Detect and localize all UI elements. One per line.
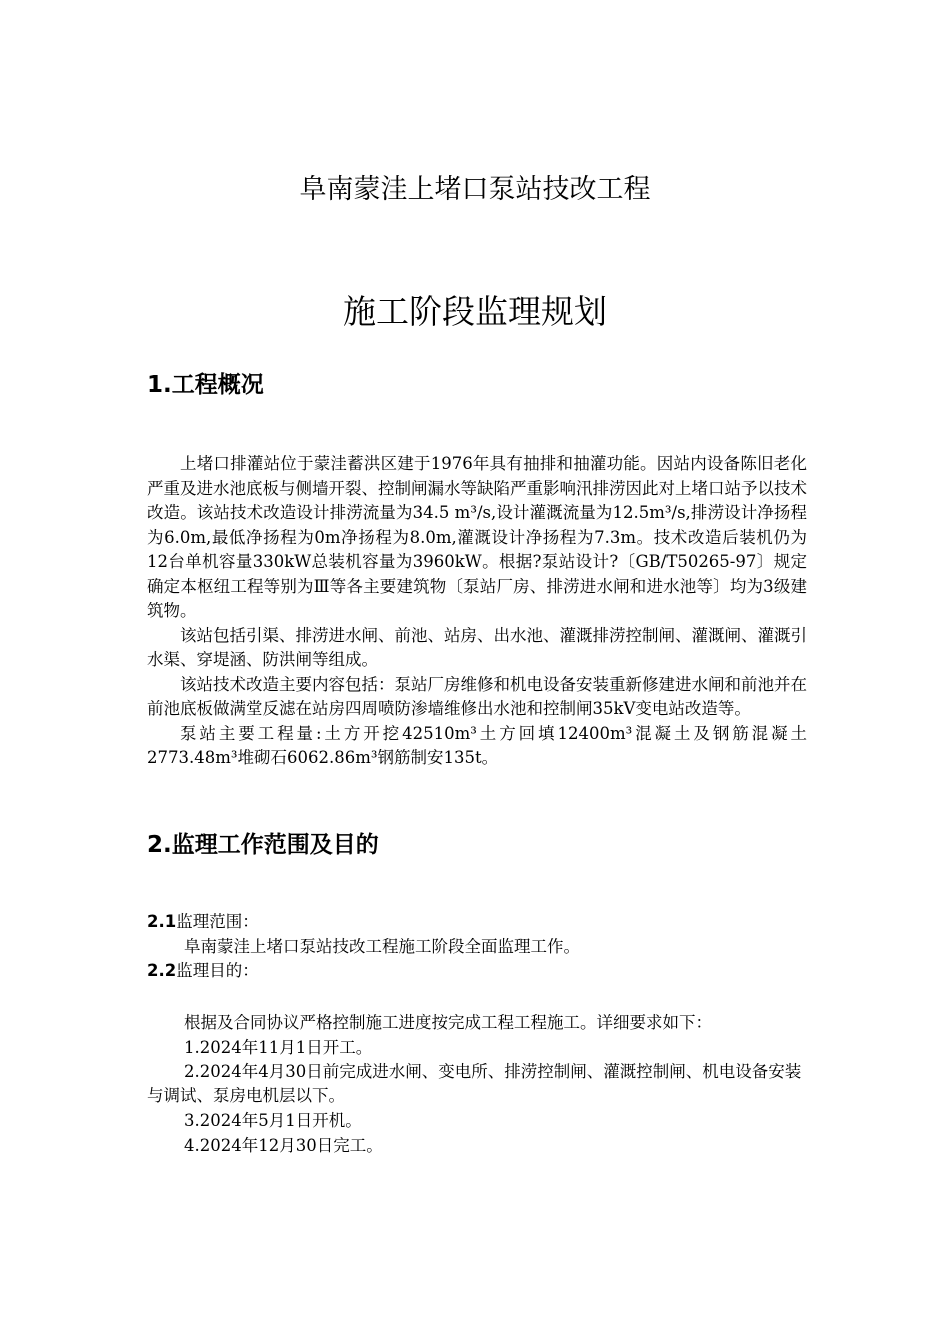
purpose-label: 监理目的： [176, 961, 259, 980]
purpose-text: 根据及合同协议严格控制施工进度按完成工程工程施工。详细要求如下： [184, 1013, 712, 1032]
purpose-item-3: 3.2024年5月1日开机。 [184, 1111, 362, 1130]
purpose-label-line [147, 959, 259, 983]
section-1-paragraph-2: 该站包括引渠、排涝进水闸、前池、站房、出水池、灌溉排涝控制闸、灌溉闸、灌溉引水渠、穿堤涵、防洪闸等组成。 [147, 625, 807, 669]
section-1-paragraph-1: 上堵口排灌站位于蒙洼蓄洪区建于1976年具有抽排和抽灌功能。因站内设备陈旧老化严重及进水池底板与侧墙开裂、控制闸漏水等缺陷严重影响汛排涝因此对上堵口站予以技术改造。该站技术改造设计排涝流量为34.5 m³/s,设计灌溉流量为12.5m³/s,排涝设计净扬程为6.0m,最低净扬程为0m净扬程为8.0m,灌溉设计净扬程为7.3m。技术改造后装机仍为12台单机容量330kW总装机容量为3960kW。根据?泵站设计?〔GB/T50265-97〕规定确定本枢纽工程等别为Ⅲ等各主要建筑物〔泵站厂房、排涝进水闸和进水池等〕均为3级建筑物。 [147, 454, 807, 620]
document-subtitle: 施工阶段监理规划 [343, 292, 607, 331]
purpose-item-4: 4.2024年12月30日完工。 [184, 1136, 383, 1155]
purpose-item-2: 2.2024年4月30日前完成进水闸、变电所、排涝控制闸、灌溉控制闸、机电设备安装与调试、泵房电机层以下。 [147, 1062, 802, 1105]
purpose-item-1: 1.2024年11月1日开工。 [184, 1038, 373, 1057]
section-1-paragraph-3: 该站技术改造主要内容包括：泵站厂房维修和机电设备安装重新修建进水闸和前池并在前池底板做满堂反滤在站房四周喷防渗墙维修出水池和控制闸35kV变电站改造等。 [147, 674, 807, 718]
section-2-heading: 2.监理工作范围及目的 [147, 832, 379, 858]
section-1-body [147, 452, 807, 771]
scope-number: 2.1 [147, 912, 177, 931]
scope-text: 阜南蒙洼上堵口泵站技改工程施工阶段全面监理工作。 [184, 937, 580, 956]
scope-label-line [147, 910, 259, 934]
scope-label: 监理范围： [176, 912, 259, 931]
document-title: 阜南蒙洼上堵口泵站技改工程 [299, 174, 651, 205]
section-1-paragraph-4: 泵站主要工程量:土方开挖42510m³土方回填12400m³混凝土及钢筋混凝土2773.48m³堆砌石6062.86m³钢筋制安135t。 [147, 723, 807, 767]
purpose-number: 2.2 [147, 961, 177, 980]
section-1-heading: 1.工程概况 [147, 372, 264, 398]
